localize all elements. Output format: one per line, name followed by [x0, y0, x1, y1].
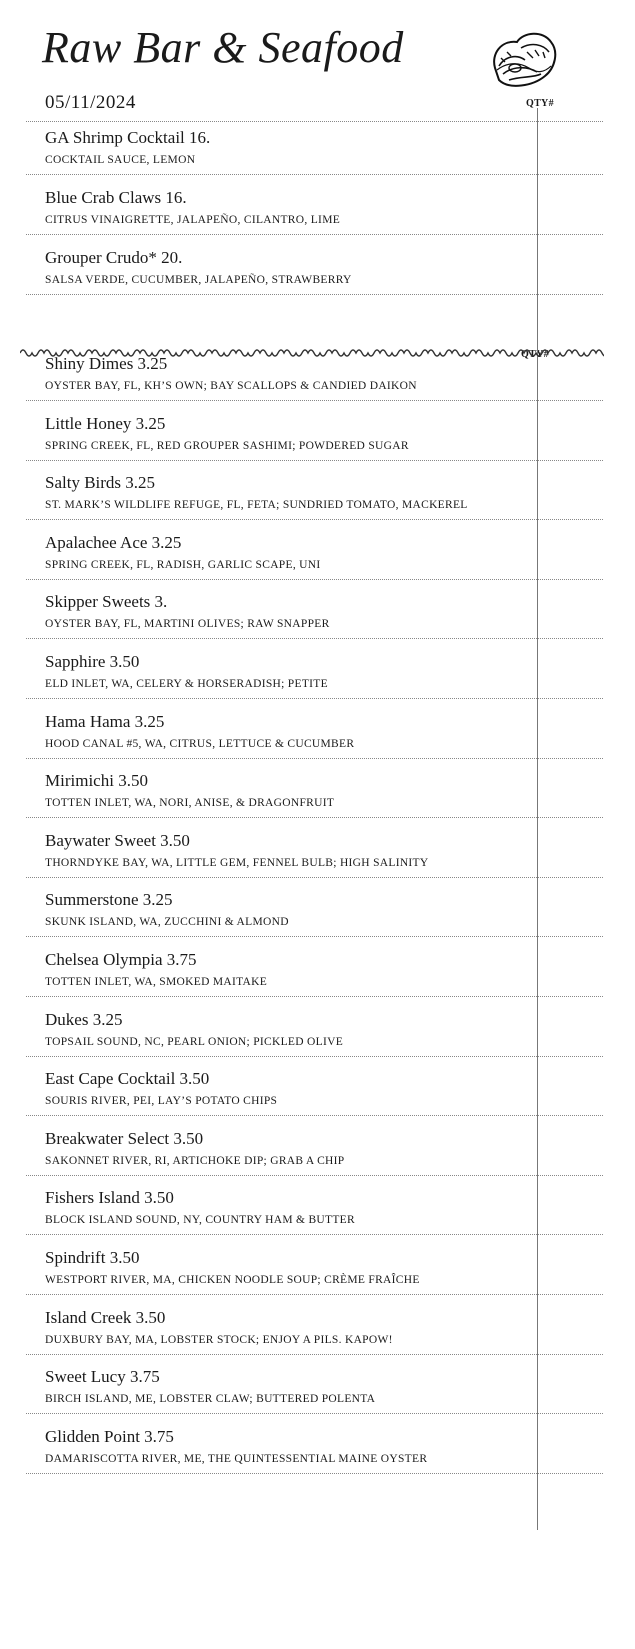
- oyster-item: [45, 771, 585, 811]
- row-divider: [26, 1294, 603, 1295]
- item-name: Fishers Island 3.50: [45, 1188, 174, 1208]
- item-name: Summerstone 3.25: [45, 890, 173, 910]
- item-description: SOURIS RIVER, PEI, LAY’S POTATO CHIPS: [45, 1095, 278, 1108]
- qty-label-oysters: QTY#: [521, 349, 549, 360]
- item-name: Salty Birds 3.25: [45, 473, 156, 493]
- oyster-item: [45, 712, 585, 752]
- item-name: Blue Crab Claws 16.: [45, 188, 187, 207]
- oyster-shell-icon: [487, 28, 561, 92]
- page-title: Raw Bar & Seafood: [42, 23, 404, 72]
- item-name: GA Shrimp Cocktail 16.: [45, 128, 211, 147]
- row-divider: [26, 174, 603, 175]
- row-divider: [26, 1473, 603, 1474]
- oyster-item: [45, 414, 585, 454]
- row-divider: [26, 1354, 603, 1355]
- row-divider: [26, 936, 603, 937]
- row-divider: [26, 638, 603, 639]
- header-divider: [26, 121, 603, 122]
- oyster-item: [45, 1427, 585, 1467]
- item-description: SPRING CREEK, FL, RED GROUPER SASHIMI; POWDERED SUGAR: [45, 439, 409, 452]
- item-description: ST. MARK’S WILDLIFE REFUGE, FL, FETA; SUNDRIED TOMATO, MACKEREL: [45, 499, 468, 512]
- item-description: TOTTEN INLET, WA, SMOKED MAITAKE: [45, 976, 268, 988]
- row-divider: [26, 877, 603, 878]
- oyster-item: [45, 592, 585, 632]
- raw-bar-item: [45, 248, 585, 288]
- item-description: SPRING CREEK, FL, RADISH, GARLIC SCAPE, UNI: [45, 558, 321, 571]
- item-description: COCKTAIL SAUCE, LEMON: [45, 154, 196, 166]
- item-name: Hama Hama 3.25: [45, 711, 165, 731]
- raw-bar-item: [45, 128, 585, 168]
- oyster-item: [45, 950, 585, 990]
- item-description: THORNDYKE BAY, WA, LITTLE GEM, FENNEL BULB; HIGH SALINITY: [45, 856, 429, 869]
- item-description: HOOD CANAL #5, WA, CITRUS, LETTUCE & CUCUMBER: [45, 737, 355, 750]
- oyster-item: [45, 533, 585, 573]
- row-divider: [26, 400, 603, 401]
- item-name: Shiny Dimes 3.25: [45, 354, 168, 373]
- item-description: BLOCK ISLAND SOUND, NY, COUNTRY HAM & BUTTER: [45, 1214, 355, 1227]
- row-divider: [26, 519, 603, 520]
- item-name: Grouper Crudo* 20.: [45, 248, 183, 267]
- oyster-item: [45, 890, 585, 930]
- item-description: BIRCH ISLAND, ME, LOBSTER CLAW; BUTTERED POLENTA: [45, 1393, 376, 1406]
- row-divider: [26, 817, 603, 818]
- item-name: Apalachee Ace 3.25: [45, 532, 182, 552]
- oyster-item: [45, 652, 585, 692]
- item-description: TOPSAIL SOUND, NC, PEARL ONION; PICKLED OLIVE: [45, 1035, 344, 1048]
- row-divider: [26, 294, 603, 295]
- item-description: OYSTER BAY, FL, MARTINI OLIVES; RAW SNAPPER: [45, 618, 330, 631]
- oyster-item: [45, 1069, 585, 1109]
- item-description: SKUNK ISLAND, WA, ZUCCHINI & ALMOND: [45, 916, 289, 929]
- row-divider: [26, 1175, 603, 1176]
- oyster-item: [45, 1188, 585, 1228]
- oyster-item: [45, 1248, 585, 1288]
- item-name: Little Honey 3.25: [45, 413, 166, 433]
- row-divider: [26, 460, 603, 461]
- oyster-item: [45, 354, 585, 394]
- oyster-item: [45, 1129, 585, 1169]
- row-divider: [26, 234, 603, 235]
- row-divider: [26, 1413, 603, 1414]
- item-name: East Cape Cocktail 3.50: [45, 1069, 210, 1089]
- oyster-item: [45, 831, 585, 871]
- row-divider: [26, 996, 603, 997]
- item-name: Mirimichi 3.50: [45, 771, 148, 791]
- item-name: Baywater Sweet 3.50: [45, 830, 190, 850]
- item-description: TOTTEN INLET, WA, NORI, ANISE, & DRAGONFRUIT: [45, 797, 335, 810]
- item-name: Breakwater Select 3.50: [45, 1128, 204, 1148]
- item-name: Spindrift 3.50: [45, 1248, 140, 1267]
- oyster-item: [45, 1367, 585, 1407]
- qty-label-top: QTY#: [526, 98, 554, 109]
- oyster-item: [45, 1010, 585, 1050]
- item-description: WESTPORT RIVER, MA, CHICKEN NOODLE SOUP; CRÈME FRAÎCHE: [45, 1274, 420, 1286]
- item-name: Dukes 3.25: [45, 1009, 123, 1029]
- oyster-item: [45, 1308, 585, 1348]
- row-divider: [26, 1234, 603, 1235]
- row-divider: [26, 579, 603, 580]
- menu-date: 05/11/2024: [45, 92, 136, 113]
- item-name: Sweet Lucy 3.75: [45, 1367, 160, 1387]
- item-description: DAMARISCOTTA RIVER, ME, THE QUINTESSENTIAL MAINE OYSTER: [45, 1452, 428, 1465]
- raw-bar-item: [45, 188, 585, 228]
- item-description: ELD INLET, WA, CELERY & HORSERADISH; PETITE: [45, 678, 328, 690]
- item-description: SALSA VERDE, CUCUMBER, JALAPEÑO, STRAWBERRY: [45, 274, 352, 286]
- item-description: CITRUS VINAIGRETTE, JALAPEÑO, CILANTRO, LIME: [45, 214, 341, 226]
- row-divider: [26, 1056, 603, 1057]
- item-name: Island Creek 3.50: [45, 1307, 166, 1327]
- oyster-item: [45, 473, 585, 513]
- item-description: SAKONNET RIVER, RI, ARTICHOKE DIP; GRAB A CHIP: [45, 1154, 345, 1167]
- item-name: Sapphire 3.50: [45, 652, 140, 671]
- row-divider: [26, 758, 603, 759]
- item-description: DUXBURY BAY, MA, LOBSTER STOCK; ENJOY A PILS. KAPOW!: [45, 1333, 393, 1346]
- item-name: Glidden Point 3.75: [45, 1426, 174, 1446]
- row-divider: [26, 1115, 603, 1116]
- item-description: OYSTER BAY, FL, KH’S OWN; BAY SCALLOPS & CANDIED DAIKON: [45, 380, 417, 392]
- item-name: Skipper Sweets 3.: [45, 592, 168, 612]
- item-name: Chelsea Olympia 3.75: [45, 950, 197, 969]
- row-divider: [26, 698, 603, 699]
